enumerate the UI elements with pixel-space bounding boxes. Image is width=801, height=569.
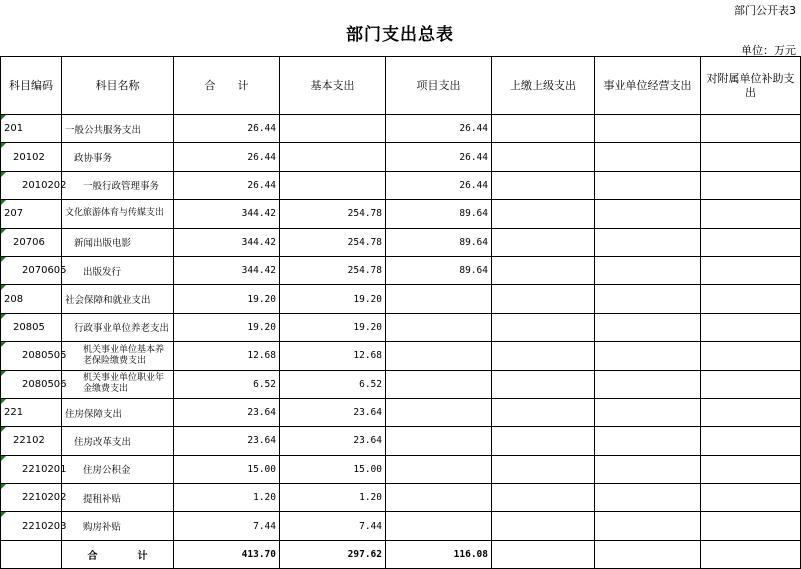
cell-subsidy (701, 512, 801, 540)
cell-basic: 6.52 (280, 370, 386, 398)
cell-superior (492, 512, 595, 540)
cell-project: 26.44 (386, 171, 492, 199)
cell-name: 机关事业单位职业年金缴费支出 (62, 370, 174, 398)
cell-code: 208 (1, 285, 62, 313)
cell-code: 2080506 (1, 370, 62, 398)
document-label: 部门公开表3 (734, 4, 796, 17)
cell-subsidy (701, 313, 801, 341)
cell-name: 新闻出版电影 (62, 228, 174, 256)
cell-superior (492, 200, 595, 228)
header-row (1, 57, 801, 115)
table-row (1, 455, 801, 483)
cell-code: 2210202 (1, 484, 62, 512)
cell-subsidy (701, 285, 801, 313)
cell-business (595, 342, 701, 370)
cell-name: 一般行政管理事务 (62, 171, 174, 199)
cell-superior (492, 313, 595, 341)
cell-code: 2070605 (1, 256, 62, 284)
table-row (1, 342, 801, 370)
cell-project (386, 427, 492, 455)
cell-basic: 19.20 (280, 313, 386, 341)
table-row (1, 370, 801, 398)
cell-code: 2080505 (1, 342, 62, 370)
cell-total: 344.42 (174, 200, 280, 228)
cell-code: 2010202 (1, 171, 62, 199)
cell-project (386, 285, 492, 313)
total-basic: 297.62 (280, 540, 386, 568)
cell-total: 23.64 (174, 427, 280, 455)
cell-basic: 15.00 (280, 455, 386, 483)
cell-business (595, 313, 701, 341)
header-basic: 基本支出 (280, 57, 386, 115)
cell-name: 社会保障和就业支出 (62, 285, 174, 313)
cell-total: 12.68 (174, 342, 280, 370)
table-row (1, 115, 801, 143)
cell-code: 20805 (1, 313, 62, 341)
cell-basic (280, 115, 386, 143)
cell-code: 20102 (1, 143, 62, 171)
cell-business (595, 484, 701, 512)
cell-name: 政协事务 (62, 143, 174, 171)
cell-project: 89.64 (386, 256, 492, 284)
cell-subsidy (701, 143, 801, 171)
cell-basic: 1.20 (280, 484, 386, 512)
cell-basic (280, 171, 386, 199)
cell-project (386, 398, 492, 426)
cell-business (595, 370, 701, 398)
cell-basic (280, 143, 386, 171)
table-row (1, 171, 801, 199)
cell-total: 1.20 (174, 484, 280, 512)
table-row (1, 143, 801, 171)
cell-name: 住房改革支出 (62, 427, 174, 455)
cell-superior (492, 455, 595, 483)
cell-business (595, 455, 701, 483)
total-total: 413.70 (174, 540, 280, 568)
cell-superior (492, 285, 595, 313)
cell-subsidy (701, 228, 801, 256)
cell-business (595, 171, 701, 199)
cell-project (386, 313, 492, 341)
cell-subsidy (701, 115, 801, 143)
table-row (1, 512, 801, 540)
cell-total: 23.64 (174, 398, 280, 426)
cell-total: 7.44 (174, 512, 280, 540)
cell-total: 26.44 (174, 115, 280, 143)
cell-subsidy (701, 484, 801, 512)
cell-name: 文化旅游体育与传媒支出 (62, 200, 174, 228)
table-row (1, 228, 801, 256)
header-project: 项目支出 (386, 57, 492, 115)
cell-code: 207 (1, 200, 62, 228)
cell-subsidy (701, 398, 801, 426)
cell-project (386, 484, 492, 512)
cell-total: 26.44 (174, 171, 280, 199)
expenditure-table (0, 56, 801, 569)
cell-subsidy (701, 455, 801, 483)
cell-superior (492, 484, 595, 512)
cell-name: 购房补贴 (62, 512, 174, 540)
cell-name: 提租补贴 (62, 484, 174, 512)
cell-basic: 12.68 (280, 342, 386, 370)
cell-superior (492, 427, 595, 455)
total-business (595, 540, 701, 568)
cell-name: 一般公共服务支出 (62, 115, 174, 143)
cell-total: 6.52 (174, 370, 280, 398)
cell-code: 2210201 (1, 455, 62, 483)
header-subsidy: 对附属单位补助支出 (701, 57, 801, 115)
cell-project: 26.44 (386, 115, 492, 143)
total-code (1, 540, 62, 568)
cell-total: 344.42 (174, 256, 280, 284)
cell-superior (492, 398, 595, 426)
table-row (1, 256, 801, 284)
table-row (1, 398, 801, 426)
cell-name: 住房保障支出 (62, 398, 174, 426)
cell-code: 2210203 (1, 512, 62, 540)
page-title: 部门支出总表 (346, 25, 454, 45)
cell-business (595, 512, 701, 540)
cell-business (595, 200, 701, 228)
cell-code: 221 (1, 398, 62, 426)
cell-subsidy (701, 171, 801, 199)
total-project: 116.08 (386, 540, 492, 568)
cell-business (595, 427, 701, 455)
cell-business (595, 228, 701, 256)
total-label: 合 计 (62, 540, 174, 568)
cell-project: 89.64 (386, 228, 492, 256)
cell-business (595, 398, 701, 426)
total-superior (492, 540, 595, 568)
cell-basic: 7.44 (280, 512, 386, 540)
header-business: 事业单位经营支出 (595, 57, 701, 115)
cell-project: 26.44 (386, 143, 492, 171)
cell-total: 344.42 (174, 228, 280, 256)
cell-total: 19.20 (174, 313, 280, 341)
cell-superior (492, 115, 595, 143)
cell-total: 26.44 (174, 143, 280, 171)
cell-basic: 23.64 (280, 427, 386, 455)
cell-superior (492, 171, 595, 199)
cell-superior (492, 228, 595, 256)
cell-total: 19.20 (174, 285, 280, 313)
cell-business (595, 115, 701, 143)
cell-code: 22102 (1, 427, 62, 455)
header-total: 合 计 (174, 57, 280, 115)
cell-business (595, 285, 701, 313)
cell-superior (492, 342, 595, 370)
total-subsidy (701, 540, 801, 568)
cell-superior (492, 143, 595, 171)
cell-subsidy (701, 342, 801, 370)
cell-basic: 254.78 (280, 228, 386, 256)
cell-basic: 23.64 (280, 398, 386, 426)
cell-project (386, 512, 492, 540)
table-row (1, 427, 801, 455)
header-superior: 上缴上级支出 (492, 57, 595, 115)
cell-basic: 19.20 (280, 285, 386, 313)
cell-subsidy (701, 370, 801, 398)
table-row (1, 313, 801, 341)
cell-basic: 254.78 (280, 256, 386, 284)
cell-superior (492, 370, 595, 398)
cell-name: 机关事业单位基本养老保险缴费支出 (62, 342, 174, 370)
header-code: 科目编码 (1, 57, 62, 115)
cell-basic: 254.78 (280, 200, 386, 228)
cell-name: 住房公积金 (62, 455, 174, 483)
table-row (1, 200, 801, 228)
cell-subsidy (701, 200, 801, 228)
cell-subsidy (701, 256, 801, 284)
table-row (1, 484, 801, 512)
header-name: 科目名称 (62, 57, 174, 115)
table-row (1, 285, 801, 313)
cell-project (386, 370, 492, 398)
cell-subsidy (701, 427, 801, 455)
cell-project (386, 342, 492, 370)
cell-project (386, 455, 492, 483)
cell-superior (492, 256, 595, 284)
unit-label: 单位：万元 (741, 44, 796, 57)
cell-code: 201 (1, 115, 62, 143)
cell-business (595, 143, 701, 171)
cell-code: 20706 (1, 228, 62, 256)
cell-name: 出版发行 (62, 256, 174, 284)
cell-total: 15.00 (174, 455, 280, 483)
total-row (1, 540, 801, 568)
cell-business (595, 256, 701, 284)
cell-name: 行政事业单位养老支出 (62, 313, 174, 341)
cell-project: 89.64 (386, 200, 492, 228)
